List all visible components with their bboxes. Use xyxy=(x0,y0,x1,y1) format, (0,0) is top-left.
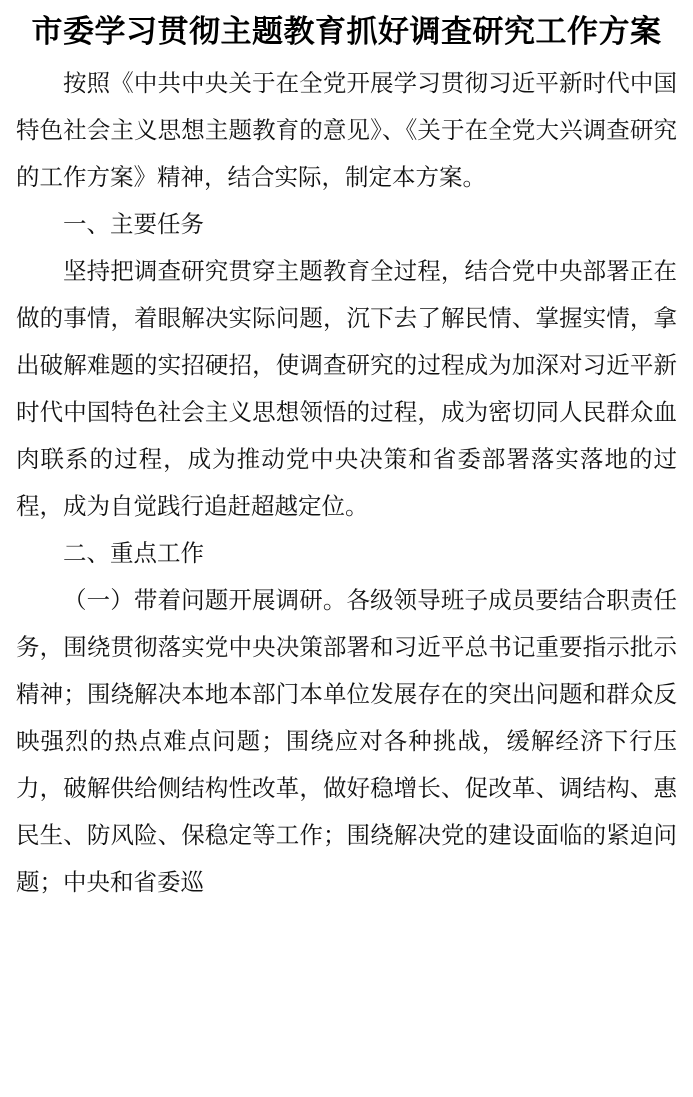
document-title: 市委学习贯彻主题教育抓好调查研究工作方案 xyxy=(31,14,662,49)
paragraph-key-work-item-1: （一）带着问题开展调研。各级领导班子成员要结合职责任务，围绕贯彻落实党中央决策部署和习近平总书记重要指示批示精神；围绕解决本地本部门本单位发展存在的突出问题和群众反映强烈的热点难点问题；围绕应对各种挑战，缓解经济下行压力，破解供给侧结构性改革，做好稳增长、促改革、调结构、惠民生、防风险、保稳定等工作；围绕解决党的建设面临的紧迫问题；中央和省委巡 xyxy=(16,587,677,895)
section-heading-key-work: 二、重点工作 xyxy=(63,540,204,566)
paragraph-main-tasks: 坚持把调查研究贯穿主题教育全过程，结合党中央部署正在做的事情，着眼解决实际问题，沉下去了解民情、掌握实情，拿出破解难题的实招硬招，使调查研究的过程成为加深对习近平新时代中国特色社会主义思想领悟的过程，成为密切同人民群众血肉联系的过程，成为推动党中央决策和省委部署落实落地的过程，成为自觉践行追赶超越定位。 xyxy=(16,258,677,519)
section-heading-main-tasks: 一、主要任务 xyxy=(63,211,204,237)
paragraph-intro: 按照《中共中央关于在全党开展学习贯彻习近平新时代中国特色社会主义思想主题教育的意见》、《关于在全党大兴调查研究的工作方案》精神，结合实际，制定本方案。 xyxy=(16,70,677,190)
